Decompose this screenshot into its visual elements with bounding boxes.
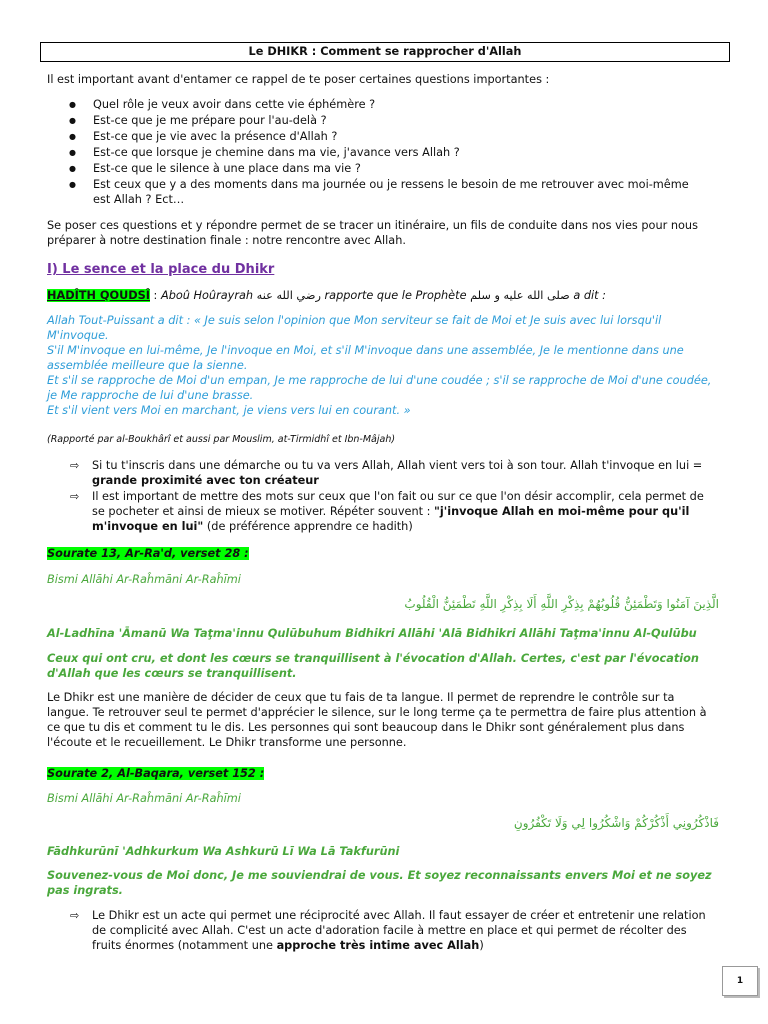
verse1-arabic: الَّذِينَ آمَنُوا وَتَطْمَئِنُّ قُلُوبُهُمْ بِذِكْرِ اللَّهِ أَلَا بِذِكْرِ اللَّهِ تَطْمَئِنُّ الْقُلُوبُ <box>404 597 719 611</box>
hadith-mid: rapporte que le Prophète <box>324 289 467 302</box>
verse1-transliteration: Al-Ladhīna 'Āmanū Wa Taţma'innu Qulūbuhum Bidhikri Allāhi 'Alā Bidhikri Allāhi Taţma'innu Al-Qulūbu <box>47 627 697 640</box>
itinerary-paragraph: Se poser ces questions et y répondre permet de se tracer un itinéraire, un fils de conduite dans nos vies pour nous préparer à notre destination finale : notre rencontre avec Allah. <box>47 219 698 247</box>
list-item <box>70 908 718 953</box>
quote-line: Allah Tout-Puissant a dit : « Je suis selon l'opinion que Mon serviteur se fait de Moi et Je suis avec lui lorsqu'il M'invoque. <box>47 314 662 342</box>
hadith-reference: (Rapporté par al-Boukhârî et aussi par Mouslim, at-Tirmidhî et Ibn-Mâjah) <box>47 434 396 445</box>
intro-paragraph: Il est important avant d'entamer ce rappel de te poser certaines questions importantes : <box>47 73 550 86</box>
list-item: ● Est ceux que y a des moments dans ma journée ou je ressens le besoin de me retrouver avec moi-même est Allah ? Ect… <box>47 177 707 207</box>
document-title: Le DHIKR : Comment se rapprocher d'Allah <box>40 42 730 62</box>
point-end: (de préférence apprendre ce hadith) <box>203 520 413 533</box>
hadith-intro <box>47 288 719 303</box>
quote-line: S'il M'invoque en lui-même, Je l'invoque en Moi, et s'il M'invoque dans une assemblée, Je le mentionne dans une assemblée meilleure que la sienne. <box>47 344 684 372</box>
verse2-transliteration: Fādhkurūnī 'Adhkurkum Wa Ashkurū Lī Wa Lā Takfurūni <box>47 845 400 858</box>
hadith-narrator-arabic: رضي الله عنه <box>253 289 325 302</box>
point-bold: approche très intime avec Allah <box>276 939 480 952</box>
verse1-label: Sourate 13, Ar-Ra'd, verset 28 : <box>47 547 249 560</box>
dhikr-paragraph: Le Dhikr est une manière de décider de ceux que tu fais de ta langue. Il permet de reprendre le contrôle sur ta langue. Te retrouver seul te permet d'apprécier le silence, sur le long terme ça te permettra de faire plus attention à ce que tu dis et comment tu le dis. Les personnes qui sont beaucoup dans le Dhikr sont généralement plus dans l'écoute et le recueillement. Le Dhikr transforme une personne. <box>47 691 707 749</box>
verse2-label: Sourate 2, Al-Baqara, verset 152 : <box>47 767 265 780</box>
verse1-translation: Ceux qui ont cru, et dont les cœurs se tranquillisent à l'évocation d'Allah. Certes, c'est par l'évocation d'Allah que les cœurs se tranquillisent. <box>47 652 699 680</box>
questions-list <box>47 97 707 208</box>
list-item: ● Quel rôle je veux avoir dans cette vie éphémère ? <box>47 97 707 112</box>
verse2-label-row <box>47 766 719 781</box>
hadith-label: HADÎTH QOUDSÎ <box>47 289 150 302</box>
hadith-sep: : <box>149 289 161 302</box>
quote-line: Et s'il vient vers Moi en marchant, je viens vers lui en courant. » <box>47 404 411 417</box>
point-text: Le Dhikr est un acte qui permet une réciprocité avec Allah. Il faut essayer de créer et entretenir une relation de complicité avec Allah. C'est un acte d'adoration facile à mettre en place et qui permet de récolter des fruits énormes (notamment une <box>92 909 706 952</box>
point-bold: "j'invoque Allah en moi-même pour qu'il m'invoque en lui" <box>92 505 690 533</box>
hadith-prophet-arabic: صلى الله عليه و سلم <box>466 289 574 302</box>
arrow-list-1 <box>70 458 718 535</box>
hadith-quote <box>47 313 719 418</box>
verse1-label-row <box>47 546 719 561</box>
verse1-bismi: Bismi Allāhi Ar-Raĥmāni Ar-Raĥīmi <box>47 573 241 586</box>
list-item <box>70 458 718 488</box>
point-text: Il est important de mettre des mots sur ceux que l'on fait ou sur ce que l'on désir accomplir, cela permet de se pocheter et ainsi de mieux se motiver. Répéter souvent : <box>92 490 704 518</box>
list-item: ● Est-ce que le silence à une place dans ma vie ? <box>47 161 707 176</box>
page-number: 1 <box>722 966 758 996</box>
list-item <box>70 489 718 534</box>
list-item: ● Est-ce que je me prépare pour l'au-delà ? <box>47 113 707 128</box>
verse2-translation: Souvenez-vous de Moi donc, Je me souviendrai de vous. Et soyez reconnaissants envers Moi et ne soyez pas ingrats. <box>47 869 712 897</box>
hadith-narrator: Aboû Hoûrayrah <box>160 289 254 302</box>
arrow-list-2 <box>70 908 718 954</box>
section-heading: I) Le sence et la place du Dhikr <box>47 262 275 277</box>
point-text: Si tu t'inscris dans une démarche ou tu va vers Allah, Allah vient vers toi à son tour. Allah t'invoque en lui = <box>92 459 703 472</box>
point-bold: grande proximité avec ton créateur <box>92 474 319 487</box>
list-item: ● Est-ce que lorsque je chemine dans ma vie, j'avance vers Allah ? <box>47 145 707 160</box>
verse2-bismi: Bismi Allāhi Ar-Raĥmāni Ar-Raĥīmi <box>47 792 241 805</box>
verse2-arabic: فَاذْكُرُونِي أَذْكُرْكُمْ وَاشْكُرُوا لِي وَلَا تَكْفُرُونِ <box>513 816 719 830</box>
hadith-end: a dit : <box>573 289 606 302</box>
point-end: ) <box>479 939 484 952</box>
list-item: ● Est-ce que je vie avec la présence d'Allah ? <box>47 129 707 144</box>
quote-line: Et s'il se rapproche de Moi d'un empan, Je me rapproche de lui d'une coudée ; s'il se rapproche de Moi d'une coudée, je Me rapproche de lui d'une brasse. <box>47 374 712 402</box>
